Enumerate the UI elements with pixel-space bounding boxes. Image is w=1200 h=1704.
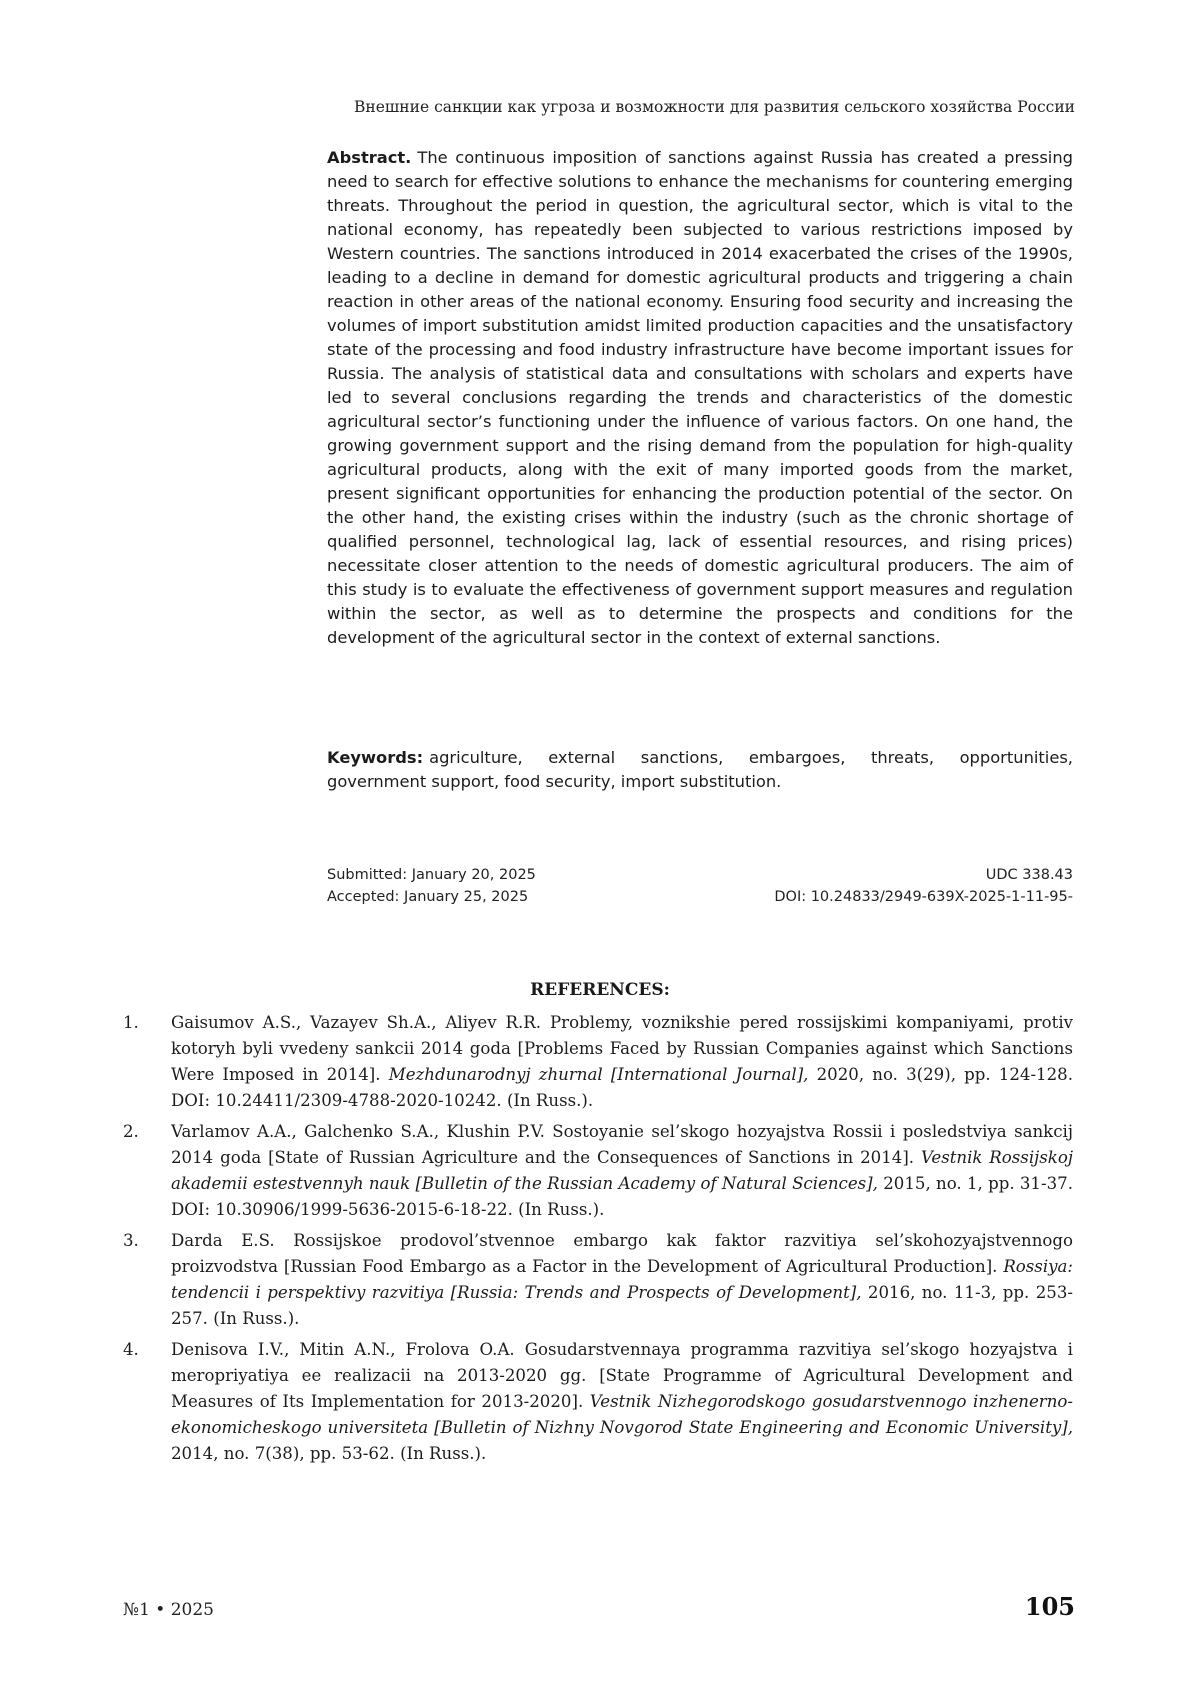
article-identifiers [774,864,1073,908]
reference-text: Varlamov A.A., Galchenko S.A., Klushin P.V. Sostoyanie sel’skogo hozyajstva Rossii i posledstviya sankcij 2014 goda [State of Russian Agriculture and the Consequences of Sanctions in 2014]. [171,1122,1073,1167]
running-header: Внешние санкции как угроза и возможности для развития сельского хозяйства России [354,98,1075,116]
abstract-text: The continuous imposition of sanctions against Russia has created a pressing need to search for effective solutions to enhance the mechanisms for countering emerging threats. Throughout the period in question, the agricultural sector, which is vital to the national economy, has repeatedly been subjected to various restrictions imposed by Western countries. The sanctions introduced in 2014 exacerbated the crises of the 1990s, leading to a decline in demand for domestic agricultural products and triggering a chain reaction in other areas of the national economy. Ensuring food security and increasing the volumes of import substitution amidst limited production capacities and the unsatisfactory state of the processing and food industry infrastructure have become important issues for Russia. The analysis of statistical data and consultations with scholars and experts have led to several conclusions regarding the trends and characteristics of the domestic agricultural sector’s functioning under the influence of various factors. On one hand, the growing government support and the rising demand from the population for high-quality agricultural products, along with the exit of many imported goods from the market, present significant opportunities for enhancing the production potential of the sector. On the other hand, the existing crises within the industry (such as the chronic shortage of qualified personnel, technological lag, lack of essential resources, and rising prices) necessitate closer attention to the needs of domestic agricultural producers. The aim of this study is to evaluate the effectiveness of government support measures and regulation within the sector, as well as to determine the prospects and conditions for the development of the agricultural sector in the context of external sanctions. [327,148,1073,647]
references-title: REFERENCES: [530,980,670,1000]
reference-item [123,1337,1073,1467]
page-number: 105 [1024,1592,1075,1621]
reference-number: 2. [123,1122,139,1141]
reference-details: 2014, no. 7(38), pp. 53-62. (In Russ.). [171,1444,487,1463]
reference-number: 4. [123,1340,139,1359]
reference-source: Vestnik Nizhegorodskogo gosudarstvennogo inzhenerno-ekonomicheskogo universiteta [Bulletin of Nizhny Novgorod State Engineering and Economic University], [171,1392,1073,1437]
reference-item [123,1228,1073,1332]
doi: DOI: 10.24833/2949-639X-2025-1-11-95- [774,889,1073,905]
reference-text: Darda E.S. Rossijskoe prodovol’stvennoe embargo kak faktor razvitiya sel’skohozyajstvennogo proizvodstva [Russian Food Embargo as a Factor in the Development of Agricultural Production]. [171,1231,1073,1276]
reference-source: Rossiya: tendencii i perspektivy razvitiya [Russia: Trends and Prospects of Development], [171,1257,1073,1302]
reference-item [123,1010,1073,1114]
keywords [327,746,1073,794]
abstract [327,146,1073,650]
reference-text: Gaisumov A.S., Vazayev Sh.A., Aliyev R.R. Problemy, voznikshie pered rossijskimi kompaniyami, protiv kotoryh byli vvedeny sankcii 2014 goda [Problems Faced by Russian Companies against which Sanctions Were Imposed in 2014]. [171,1013,1073,1084]
submission-dates [327,864,536,908]
reference-source: Vestnik Rossijskoj akademii estestvennyh nauk [Bulletin of the Russian Academy of Natural Sciences], [171,1148,1073,1193]
accepted-date: Accepted: January 25, 2025 [327,889,529,905]
abstract-label: Abstract. [327,148,412,167]
reference-details: 2020, no. 3(29), pp. 124-128. DOI: 10.24411/2309-4788-2020-10242. (In Russ.). [171,1065,1074,1110]
reference-number: 3. [123,1231,139,1250]
submitted-date: Submitted: January 20, 2025 [327,867,536,883]
reference-text: Denisova I.V., Mitin A.N., Frolova O.A. Gosudarstvennaya programma razvitiya sel’skogo hozyajstva i meropriyatiya ee realizacii na 2013-2020 gg. [State Programme of Agricultural Development and Measures of Its Implementation for 2013-2020]. [171,1340,1073,1411]
reference-item [123,1119,1073,1223]
keywords-label: Keywords: [327,748,424,767]
reference-details: 2015, no. 1, pp. 31-37. DOI: 10.30906/1999-5636-2015-6-18-22. (In Russ.). [171,1174,1073,1219]
references-list [123,1010,1073,1472]
issue-number: №1 • 2025 [123,1600,215,1620]
reference-details: 2016, no. 11-3, pp. 253-257. (In Russ.). [171,1283,1073,1328]
udc-code: UDC 338.43 [985,867,1073,883]
reference-source: Mezhdunarodnyj zhurnal [International Journal], [388,1065,809,1084]
keywords-text: agriculture, external sanctions, embargoes, threats, opportunities, government support, food security, import substitution. [327,748,1073,791]
reference-number: 1. [123,1013,139,1032]
